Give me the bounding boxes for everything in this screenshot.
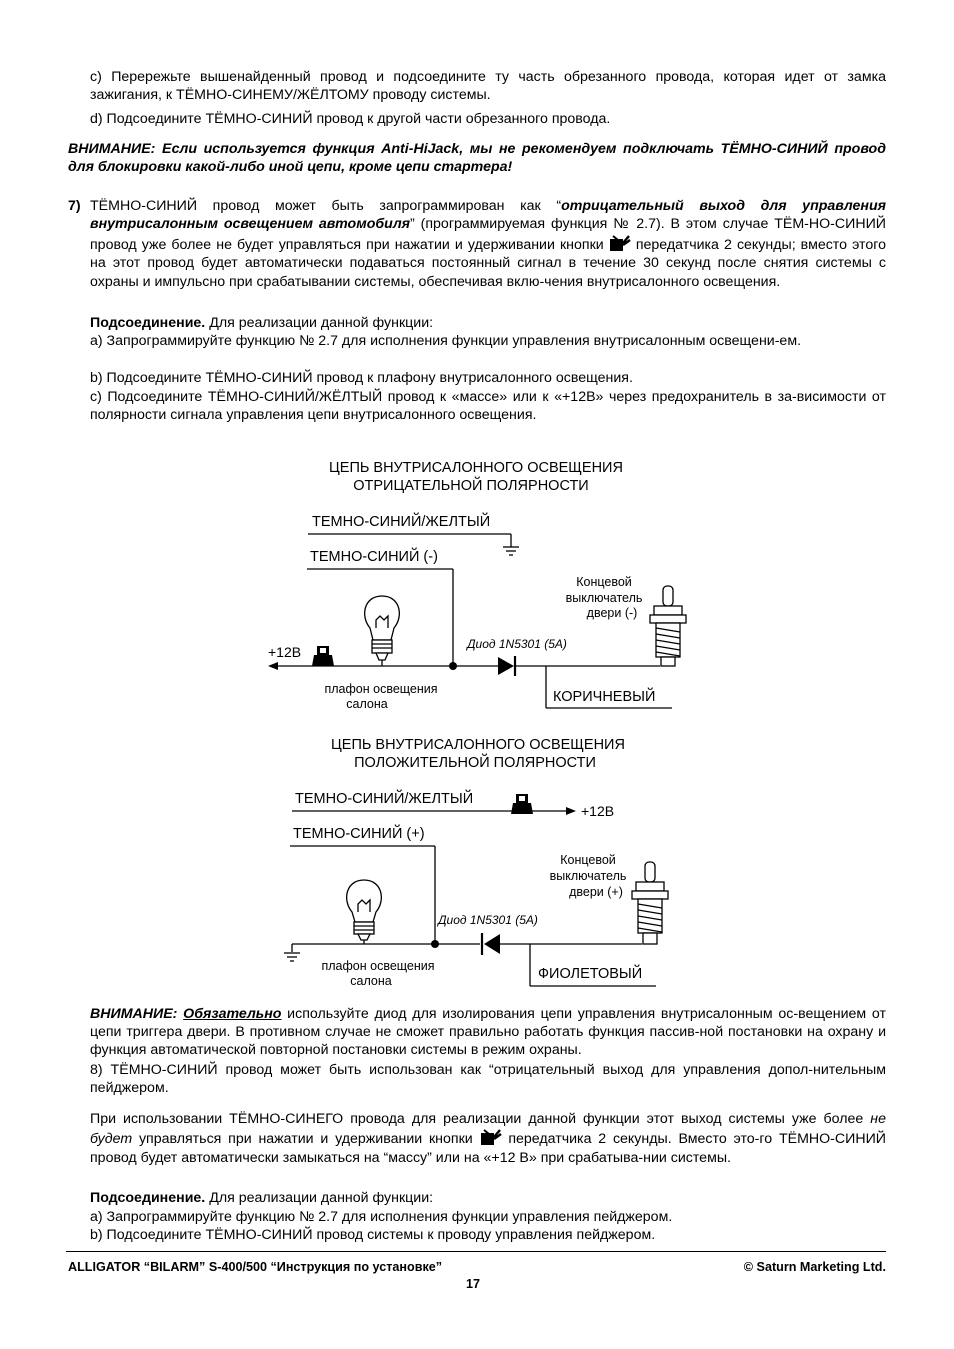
pos-door-switch-icon — [632, 862, 668, 944]
pager-step-a-text: a) Запрограммируйте функцию № 2.7 для исполнения функции управления пейджером. — [90, 1209, 673, 1225]
pager-text-b: управляться при нажатии и удерживании кнопки — [132, 1131, 473, 1148]
pos-lamp-icon — [347, 880, 382, 944]
s7-step-c-text: c) Подсоедините ТЁМНО-СИНИЙ/ЖЁЛТЫЙ провод к «массе» или к «+12В» через предохранитель в за-висимости от полярности сигнала управления цепи внутрисалонного освещения. — [90, 389, 886, 423]
pos-wire-blue-yellow-label: ТЕМНО-СИНИЙ/ЖЕЛТЫЙ — [295, 791, 474, 807]
s7-text-c: передатчика 2 секунды; вместо этого на этот провод будет автоматически подаваться постоянный сигнал в течение 30 секунд после снятия системы с охраны и импульсно при срабатывании системы, обеспечивая вклю-чения внутрисалонного освещения. — [90, 236, 886, 290]
pos-power-label: +12В — [581, 803, 615, 819]
footer-divider — [66, 1251, 886, 1252]
pager-step-b — [90, 1226, 886, 1244]
s7-bold-text: отрицательный выход для управления внутрисалонным освещением автомобиля — [90, 198, 886, 233]
pos-lamp-label-1: плафон освещения — [321, 959, 435, 973]
pos-title-line1: ЦЕПЬ ВНУТРИСАЛОННОГО ОСВЕЩЕНИЯ — [331, 737, 625, 753]
connection2-label: Подсоединение. — [90, 1190, 206, 1206]
diagram-positive-polarity — [284, 737, 668, 988]
neg-door-switch-icon — [650, 586, 686, 666]
warning-diode-underlined: Обязательно — [183, 1006, 282, 1022]
pager-paragraph — [90, 1110, 886, 1167]
page-number: 17 — [466, 1277, 481, 1291]
pager-italic: не будет — [90, 1111, 886, 1148]
connection-label: Подсоединение. — [90, 315, 206, 331]
pos-diode-label: Диод 1N5301 (5А) — [438, 913, 538, 927]
neg-fuse-icon — [312, 646, 334, 666]
d-connect-text: d) Подсоедините ТЁМНО-СИНИЙ провод к другой части обрезанного провода. — [90, 111, 611, 127]
neg-diode-icon — [498, 656, 515, 676]
warning-anti-hijack-text: ВНИМАНИЕ: Если используется функция Anti-HiJack, мы не рекомендуем подключать ТЁМНО-СИНИЙ провод для блокировки какой-либо иной цепи, кроме цепи стартера! — [68, 141, 886, 175]
connection2-text: Для реализации данной функции: — [205, 1190, 434, 1206]
section-7-number: 7) — [68, 198, 81, 214]
connection-text: Для реализации данной функции: — [205, 315, 434, 331]
warning-diode-label: ВНИМАНИЕ: — [90, 1006, 178, 1022]
s7-step-a-text: a) Запрограммируйте функцию № 2.7 для исполнения функции управления внутрисалонным освещени-ем. — [90, 333, 802, 349]
c-cut-text: c) Перережьте вышенайденный провод и подсоедините ту часть обрезанного провода, которая идет от замка зажигания, к ТЁМНО-СИНЕМУ/ЖЁЛТОМУ проводу системы. — [90, 69, 886, 103]
pos-wire-blue-label: ТЕМНО-СИНИЙ (+) — [293, 826, 425, 842]
neg-door-wire-label: КОРИЧНЕВЫЙ — [553, 689, 656, 705]
pos-arrow-icon — [566, 807, 576, 815]
neg-lamp-label-1: плафон освещения — [324, 682, 438, 696]
neg-diode-label: Диод 1N5301 (5А) — [467, 637, 567, 651]
pos-switch-label-2: выключатель — [549, 869, 627, 883]
s8-text: 8) ТЁМНО-СИНИЙ провод может быть использован как “отрицательный выход для управления допол-нительным пейджером. — [90, 1062, 886, 1096]
pos-ground-icon — [284, 953, 300, 961]
pos-fuse-icon — [511, 794, 533, 814]
pager-text-a: При использовании ТЁМНО-СИНЕГО провода для реализации данной функции этот выход системы уже более — [90, 1111, 871, 1127]
pos-diode-icon — [482, 933, 500, 955]
pager-step-a — [90, 1208, 886, 1226]
neg-switch-label-2: выключатель — [565, 591, 643, 605]
warning-diode-text: используйте диод для изолирования цепи управления внутрисалонным ос-вещением от цепи триггера двери. В противном случае не сможет правильно работать функция пассив-ной постановки на охрану и функция автоматической повторной постановки системы в режим охраны. — [90, 1006, 886, 1058]
neg-power-label: +12В — [268, 644, 302, 660]
neg-junction-dot — [449, 662, 457, 670]
pos-switch-label-3: двери (+) — [569, 885, 623, 899]
diagram-negative-polarity — [268, 460, 686, 711]
pos-title-line2: ПОЛОЖИТЕЛЬНОЙ ПОЛЯРНОСТИ — [354, 755, 596, 771]
neg-wire-blue-yellow-label: ТЕМНО-СИНИЙ/ЖЕЛТЫЙ — [312, 514, 491, 530]
pos-junction-dot — [431, 940, 439, 948]
s7-step-b-text: b) Подсоедините ТЁМНО-СИНИЙ провод к плафону внутрисалонного освещения. — [90, 370, 633, 386]
footer-left: ALLIGATOR “BILARM” S-400/500 “Инструкция по установке” — [68, 1260, 443, 1274]
pos-lamp-label-2: салона — [350, 974, 392, 988]
neg-lamp-label-2: салона — [346, 697, 388, 711]
s7-text-a: ТЁМНО-СИНИЙ провод может быть запрограммирован как “ — [90, 198, 562, 214]
neg-switch-label-1: Концевой — [576, 575, 632, 589]
section-8-paragraph — [90, 1061, 886, 1097]
pager-step-b-text: b) Подсоедините ТЁМНО-СИНИЙ провод системы к проводу управления пейджером. — [90, 1227, 656, 1243]
neg-title-line1: ЦЕПЬ ВНУТРИСАЛОННОГО ОСВЕЩЕНИЯ — [329, 460, 623, 476]
neg-ground-icon — [503, 547, 519, 555]
pager-text-c: передатчика 2 секунды. Вместо это-го ТЁМНО-СИНИЙ провод будет автоматически замыкаться на “массу” или на «+12 В» при срабатыва-нии системы. — [90, 1131, 886, 1166]
footer-right: © Saturn Marketing Ltd. — [743, 1260, 886, 1274]
warning-diode — [90, 1005, 886, 1059]
remote-button-icon — [480, 1128, 502, 1146]
neg-lamp-icon — [365, 596, 400, 666]
pos-switch-label-1: Концевой — [560, 853, 616, 867]
neg-arrow-icon — [268, 662, 278, 670]
neg-title-line2: ОТРИЦАТЕЛЬНОЙ ПОЛЯРНОСТИ — [353, 478, 589, 494]
neg-switch-label-3: двери (-) — [586, 606, 638, 620]
s7-text-b: ” (программируемая функция № 2.7). В этом случае ТЁМ-НО-СИНИЙ провод уже более не будет управляться при нажатии и удерживании кнопки — [90, 216, 886, 253]
neg-wire-blue-label: ТЕМНО-СИНИЙ (-) — [310, 549, 438, 565]
connection2-heading — [90, 1189, 886, 1207]
pos-door-wire-label: ФИОЛЕТОВЫЙ — [538, 966, 643, 982]
